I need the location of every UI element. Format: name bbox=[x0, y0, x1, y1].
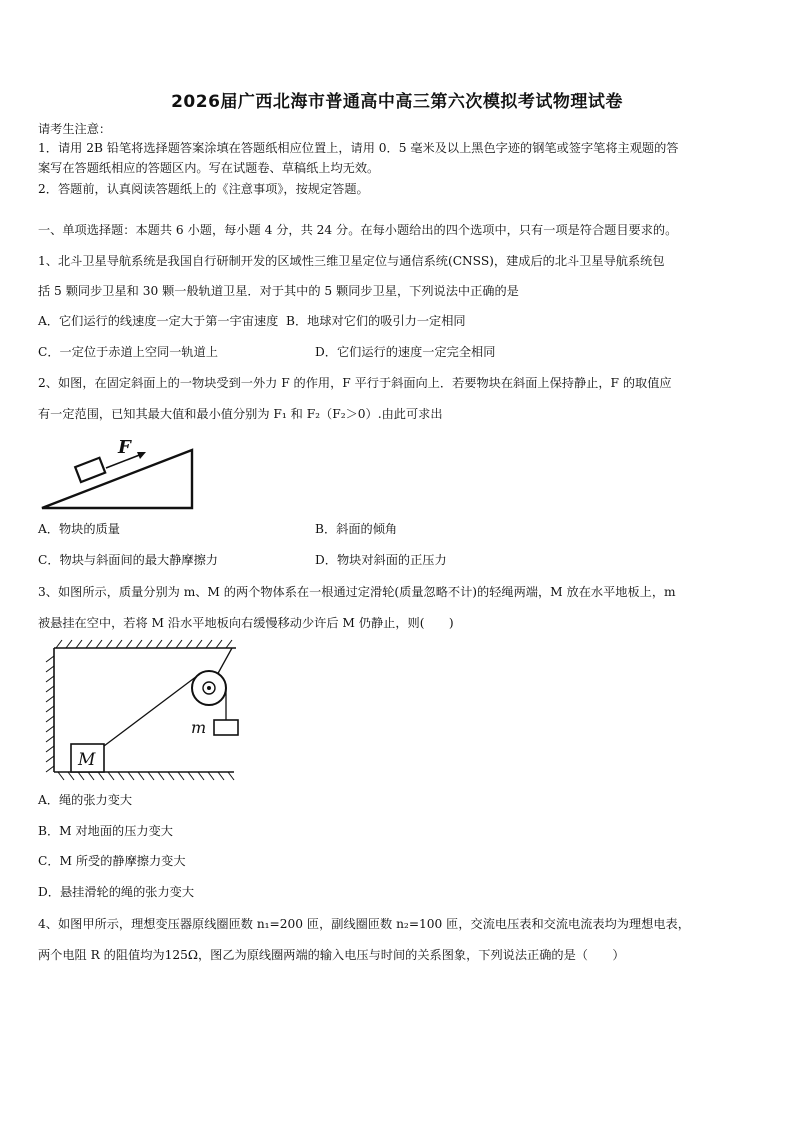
block-m bbox=[214, 720, 238, 735]
q1-option-c: C．一定位于赤道上空同一轨道上 bbox=[38, 345, 218, 359]
q3-option-c: C．M 所受的静摩擦力变大 bbox=[38, 854, 186, 868]
label-m: m bbox=[191, 718, 207, 737]
q2-stem-line-1: 2、如图，在固定斜面上的一物块受到一外力 F 的作用，F 平行于斜面向上．若要物块在斜面上保持静止，F 的取值应 bbox=[38, 376, 672, 390]
section-heading: 一、单项选择题：本题共 6 小题，每小题 4 分，共 24 分。在每小题给出的四个选项中，只有一项是符合题目要求的。 bbox=[38, 223, 678, 237]
floor-hatch bbox=[58, 772, 234, 780]
q1-option-b: B．地球对它们的吸引力一定相同 bbox=[286, 314, 466, 328]
label-M: M bbox=[78, 750, 96, 770]
q3-option-b: B．M 对地面的压力变大 bbox=[38, 824, 173, 838]
incline-figure bbox=[38, 432, 198, 512]
notice-item-1-line-1: 1．请用 2B 铅笔将选择题答案涂填在答题纸相应位置上，请用 0．5 毫米及以上黑色字迹的钢笔或签字笔将主观题的答 bbox=[38, 141, 679, 155]
wall-hatch bbox=[46, 656, 54, 772]
notice-heading: 请考生注意： bbox=[38, 122, 112, 136]
block-on-incline bbox=[75, 458, 105, 482]
q1-option-d: D．它们运行的速度一定完全相同 bbox=[315, 345, 496, 359]
page-title: 2026届广西北海市普通高中高三第六次模拟考试物理试卷 bbox=[171, 92, 623, 112]
q1-option-a: A．它们运行的线速度一定大于第一宇宙速度 bbox=[38, 314, 279, 328]
q3-option-d: D．悬挂滑轮的绳的张力变大 bbox=[38, 885, 195, 899]
ceiling-hatch bbox=[56, 640, 232, 648]
q2-option-b: B．斜面的倾角 bbox=[315, 522, 398, 536]
q3-stem-line-1: 3、如图所示，质量分别为 m、M 的两个物体系在一根通过定滑轮(质量忽略不计)的轻绳两端，M 放在水平地板上，m bbox=[38, 585, 676, 599]
rope-to-M bbox=[104, 673, 201, 746]
pulley-figure bbox=[40, 636, 240, 786]
force-label: F bbox=[118, 437, 131, 458]
notice-item-1-line-2: 案写在答题纸相应的答题区内。写在试题卷、草稿纸上均无效。 bbox=[38, 161, 380, 175]
pulley-axle bbox=[207, 686, 211, 690]
q3-stem-line-2: 被悬挂在空中，若将 M 沿水平地板向右缓慢移动少许后 M 仍静止，则( ) bbox=[38, 616, 454, 630]
q1-stem-line-2: 括 5 颗同步卫星和 30 颗一般轨道卫星．对于其中的 5 颗同步卫星，下列说法中正确的是 bbox=[38, 284, 519, 298]
q4-stem-line-1: 4、如图甲所示，理想变压器原线圈匝数 n₁=200 匝，副线圈匝数 n₂=100 匝，交流电压表和交流电流表均为理想电表， bbox=[38, 917, 690, 931]
q2-option-c: C．物块与斜面间的最大静摩擦力 bbox=[38, 553, 218, 567]
q2-stem-line-2: 有一定范围，已知其最大值和最小值分别为 F₁ 和 F₂（F₂＞0）.由此可求出 bbox=[38, 407, 443, 421]
q2-option-a: A．物块的质量 bbox=[38, 522, 120, 536]
notice-item-2: 2．答题前，认真阅读答题纸上的《注意事项》，按规定答题。 bbox=[38, 182, 369, 196]
q4-stem-line-2: 两个电阻 R 的阻值均为125Ω，图乙为原线圈两端的输入电压与时间的关系图象，下列说法正确的是（ ） bbox=[38, 948, 625, 962]
q3-option-a: A．绳的张力变大 bbox=[38, 793, 133, 807]
q2-option-d: D．物块对斜面的正压力 bbox=[315, 553, 447, 567]
incline-slope bbox=[42, 450, 192, 508]
q1-stem-line-1: 1、北斗卫星导航系统是我国自行研制开发的区域性三维卫星定位与通信系统(CNSS)，建成后的北斗卫星导航系统包 bbox=[38, 254, 665, 268]
